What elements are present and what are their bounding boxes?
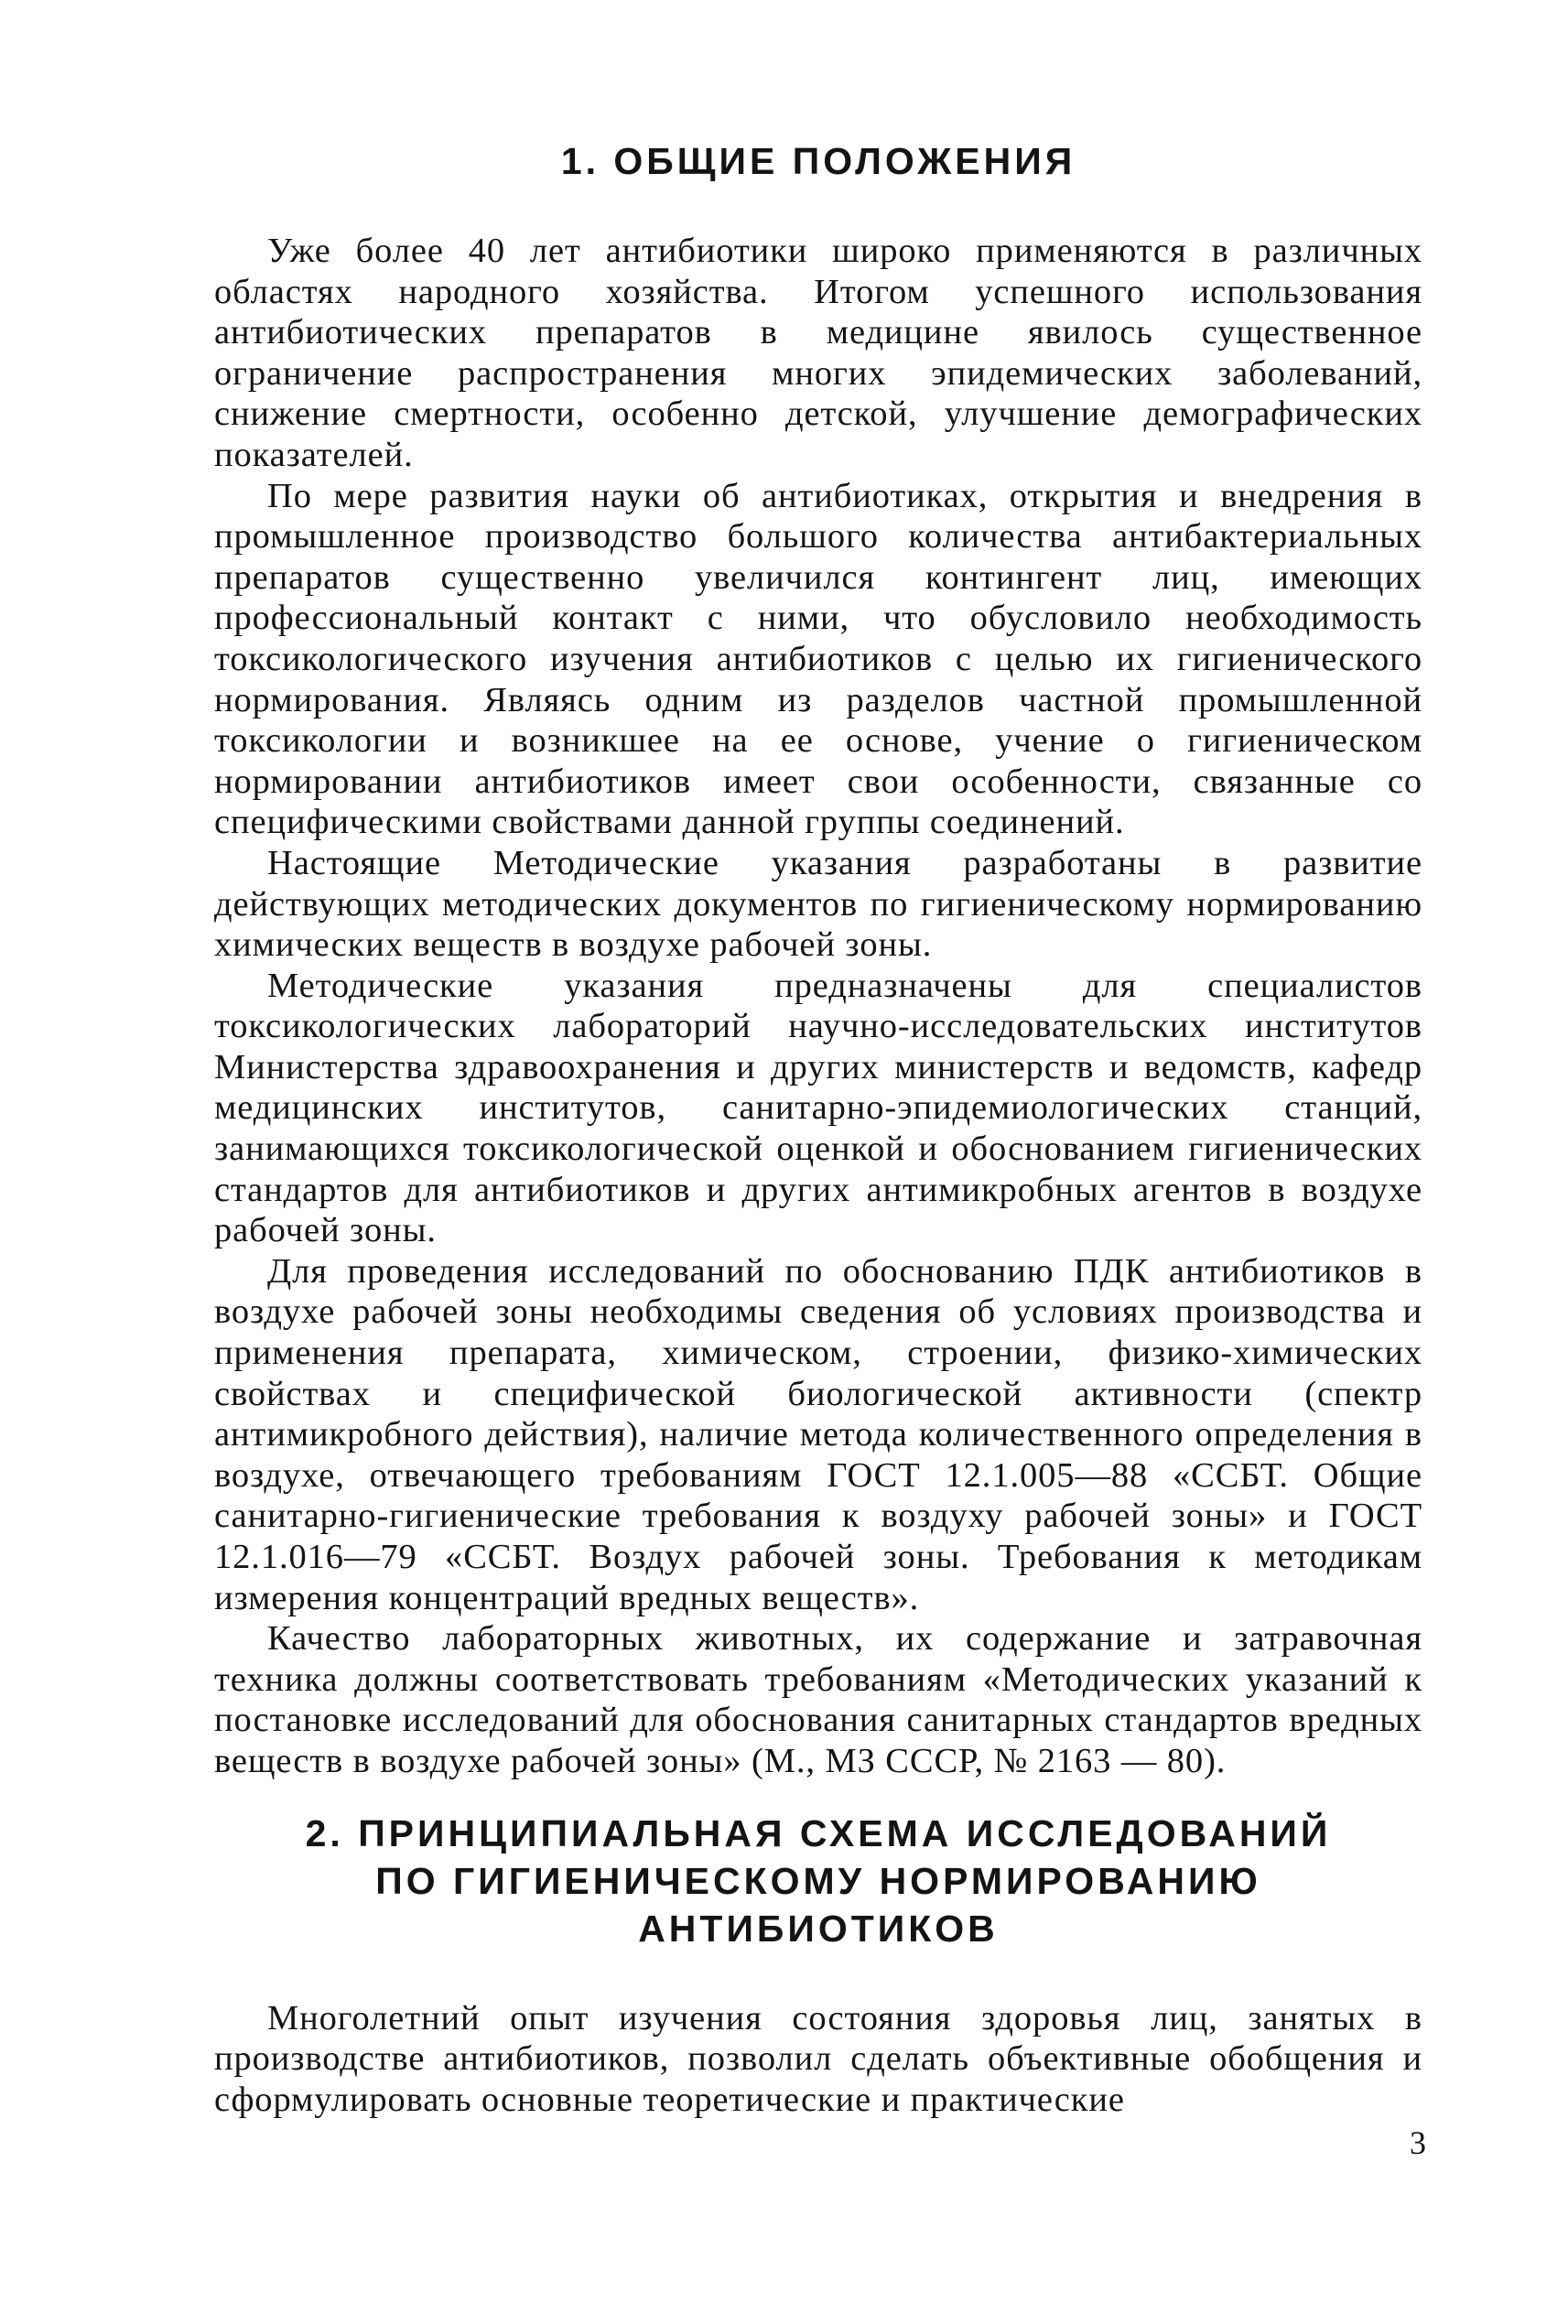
paragraph: По мере развития науки об антибиотиках, открытия и внедрения в промышленное производство большого количества антибактериальных препаратов существенно увеличился контингент лиц, имеющих профессиональный контакт с ними, что обусловило необходимость токсикологического изучения антибиотиков с целью их гигиенического нормирования. Являясь одним из разделов частной промышленной токсикологии и возникшее на ее основе, учение о гигиеническом нормировании антибиотиков имеет свои особенности, связанные со специфическими свойствами данной группы соединений. bbox=[214, 476, 1422, 842]
paragraph: Качество лабораторных животных, их содержание и затравочная техника должны соответствовать требованиям «Методических указаний к постановке исследований для обоснования санитарных стандартов вредных веществ в воздухе рабочей зоны» (М., МЗ СССР, № 2163 — 80). bbox=[214, 1619, 1422, 1780]
paragraph: Уже более 40 лет антибиотики широко применяются в различных областях народного хозяйства. Итогом успешного использования антибиотических препаратов в медицине явилось существенное ограничение распространения многих эпидемических заболеваний, снижение смертности, особенно детской, улучшение демографических показателей. bbox=[214, 232, 1422, 474]
section-2-heading-line-1: 2. ПРИНЦИПИАЛЬНАЯ СХЕМА ИССЛЕДОВАНИЙ bbox=[305, 1811, 1332, 1854]
page-content bbox=[214, 137, 1422, 2120]
page-number: 3 bbox=[1410, 2124, 1426, 2161]
section-2-heading bbox=[214, 1810, 1422, 1952]
section-2-heading-line-2: ПО ГИГИЕНИЧЕСКОМУ НОРМИРОВАНИЮ АНТИБИОТИКОВ bbox=[375, 1859, 1261, 1950]
paragraph: Методические указания предназначены для специалистов токсикологических лабораторий научно-исследовательских институтов Министерства здравоохранения и других министерств и ведомств, кафедр медицинских институтов, санитарно-эпидемиологических станций, занимающихся токсикологической оценкой и обоснованием гигиенических стандартов для антибиотиков и других антимикробных агентов в воздухе рабочей зоны. bbox=[214, 966, 1422, 1250]
section-1-heading: 1. ОБЩИЕ ПОЛОЖЕНИЯ bbox=[560, 140, 1076, 182]
paragraph: Настоящие Методические указания разработаны в развитие действующих методических документов по гигиеническому нормированию химических веществ в воздухе рабочей зоны. bbox=[214, 843, 1422, 965]
paragraph: Для проведения исследований по обоснованию ПДК антибиотиков в воздухе рабочей зоны необходимы сведения об условиях производства и применения препарата, химическом, строении, физико-химических свойствах и специфической биологической активности (спектр антимикробного действия), наличие метода количественного определения в воздухе, отвечающего требованиям ГОСТ 12.1.005—88 «ССБТ. Общие санитарно-гигиенические требования к воздуху рабочей зоны» и ГОСТ 12.1.016—79 «ССБТ. Воздух рабочей зоны. Требования к методикам измерения концентраций вредных веществ». bbox=[214, 1251, 1422, 1617]
paragraph: Многолетний опыт изучения состояния здоровья лиц, занятых в производстве антибиотиков, позволил сделать объективные обобщения и сформулировать основные теоретические и практические bbox=[214, 1998, 1422, 2119]
